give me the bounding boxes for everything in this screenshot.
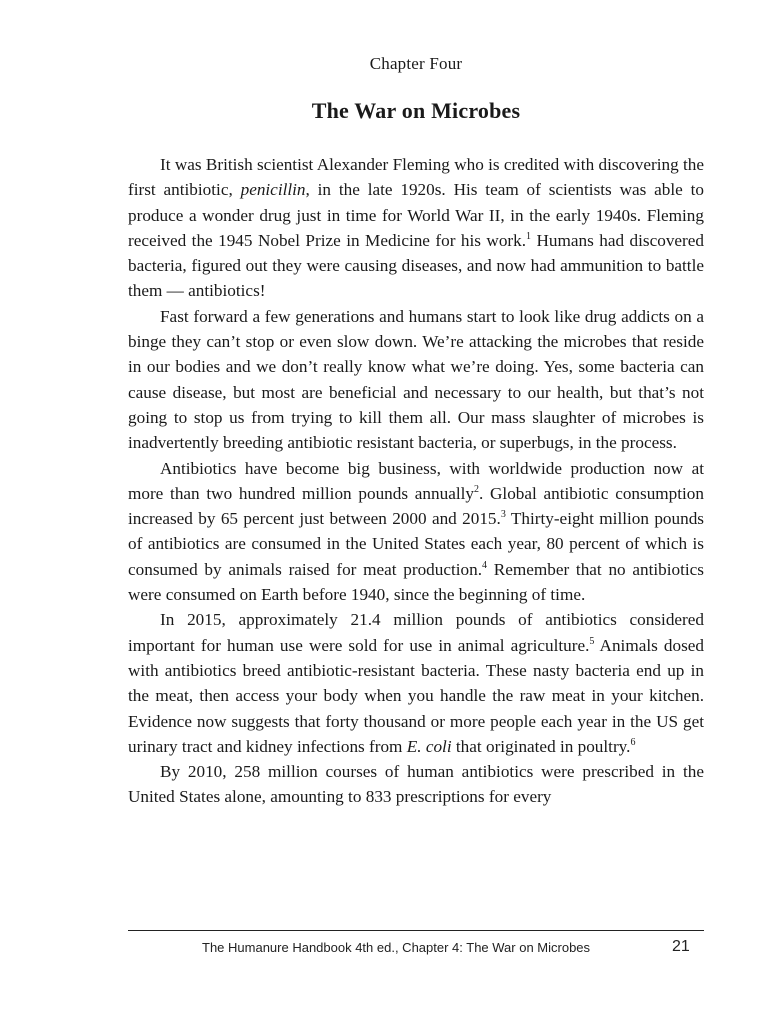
body-paragraph <box>128 456 704 608</box>
footnote-marker: 1 <box>526 230 532 242</box>
chapter-label: Chapter Four <box>369 54 463 73</box>
text-run: that originated in poultry. <box>451 736 631 756</box>
text-run: Antibiotics have become big business, with worldwide production now at more than two hundred million pounds annually <box>128 458 704 503</box>
footnote-marker: 6 <box>630 736 636 748</box>
text-run: In 2015, approximately 21.4 million pounds of antibiotics considered important for human use were sold for use in animal agriculture. <box>128 610 704 655</box>
text-run: . Global antibiotic consumption increased by 65 percent just between 2000 and 2015. <box>128 483 704 529</box>
running-footer: The Humanure Handbook 4th ed., Chapter 4: The War on Microbes <box>202 940 591 955</box>
text-run: Animals dosed with antibiotics breed antibiotic-resistant bacteria. These nasty bacteria end up in the meat, then access your body when you handle the raw meat in your kitchen. Evidence now suggests that forty thousand or more people each year in the US get urinary tract and kidney infections from <box>128 635 704 756</box>
body-text <box>128 152 704 810</box>
footnote-marker: 2 <box>473 483 479 495</box>
body-paragraph <box>128 759 704 810</box>
italic-term: penicillin <box>240 180 306 200</box>
text-run: Remember that no antibiotics were consumed on Earth before 1940, since the beginning of time. <box>128 559 704 605</box>
text-run: Humans had discovered bacteria, figured out they were causing diseases, and now had ammunition to battle them — antibiotics! <box>128 230 704 301</box>
text-run: , in the late 1920s. His team of scientists was able to produce a wonder drug just in time for World War II, in the early 1940s. Fleming received the 1945 Nobel Prize in Medicine for his work. <box>128 180 704 250</box>
text-run: Fast forward a few generations and humans start to look like drug addicts on a binge they can’t stop or even slow down. We’re attacking the microbes that reside in our bodies and we don’t really know what we’re doing. Yes, some bacteria can cause disease, but most are beneficial and necessary to our health, but that’s not going to stop us from trying to kill them all. Our mass slaughter of microbes is inadvertently breeding antibiotic resistant bacteria, or superbugs, in the process. <box>128 306 704 453</box>
footnote-marker: 5 <box>589 635 595 647</box>
italic-term: E. coli <box>406 736 452 756</box>
text-run: By 2010, 258 million courses of human antibiotics were prescribed in the United States alone, amounting to 833 prescriptions for every <box>128 762 704 807</box>
footer-divider <box>128 930 704 931</box>
footnote-marker: 4 <box>482 559 488 571</box>
page-number: 21 <box>672 938 690 955</box>
chapter-title: The War on Microbes <box>311 98 521 123</box>
text-run: It was British scientist Alexander Fleming who is credited with discovering the first antibiotic, <box>128 155 704 200</box>
footnote-marker: 3 <box>500 509 506 521</box>
body-paragraph <box>128 152 704 304</box>
body-paragraph <box>128 607 704 759</box>
text-run: Thirty-eight million pounds of antibiotics are consumed in the United States each year, 80 percent of which is consumed by animals raised for meat production. <box>128 509 704 579</box>
body-paragraph <box>128 304 704 456</box>
